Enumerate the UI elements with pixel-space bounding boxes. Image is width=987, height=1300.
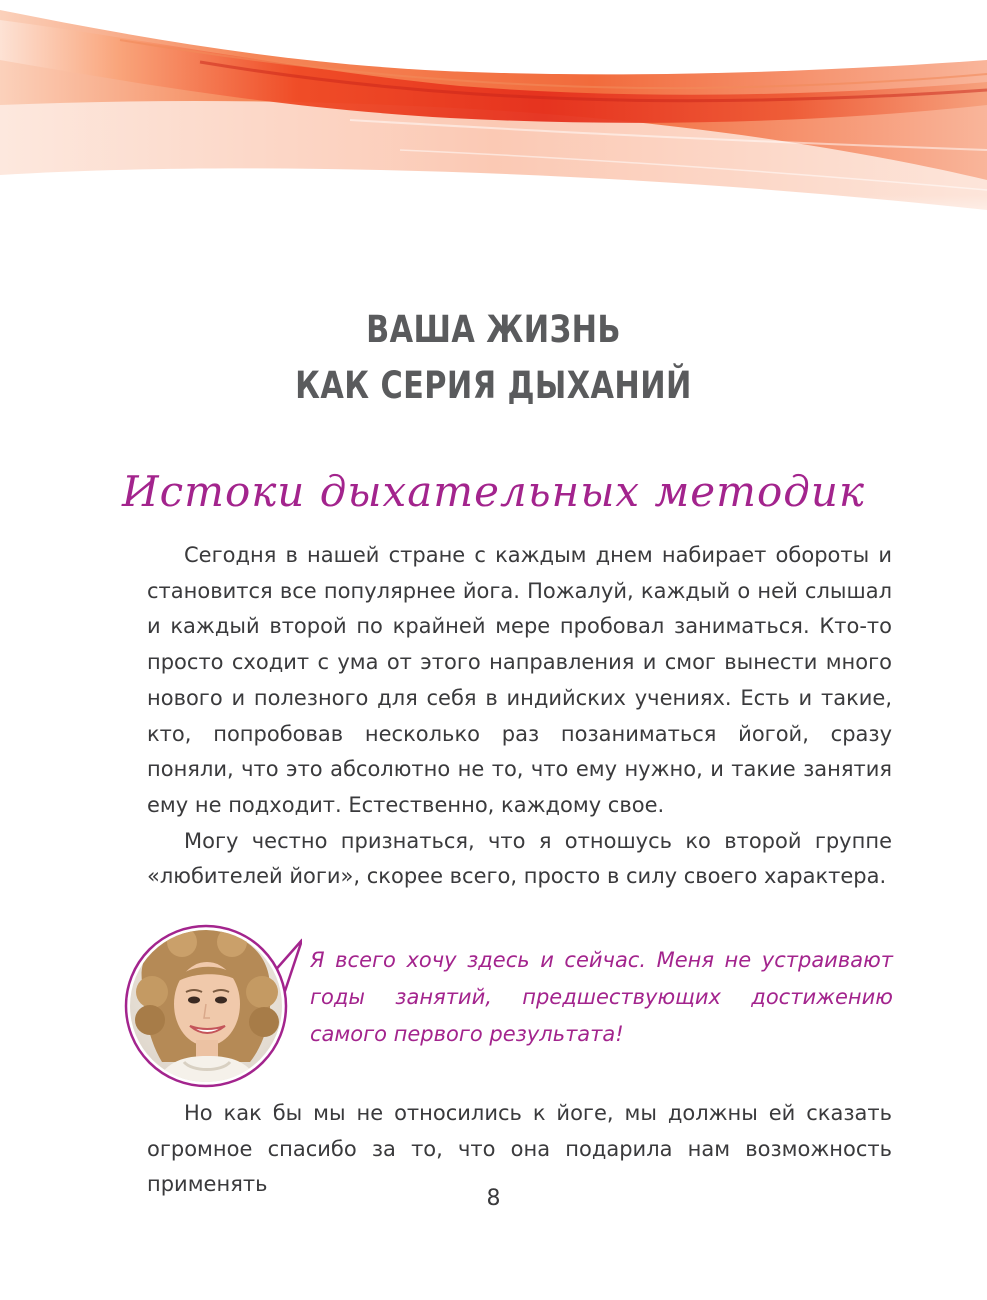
- body-text-top: [147, 538, 892, 895]
- chapter-title: [89, 302, 898, 414]
- quote-text: Я всего хочу здесь и сейчас. Меня не устраивают годы занятий, предшествующих достижению самого первого результата!: [310, 948, 893, 1046]
- page-number: 8: [486, 1186, 501, 1211]
- decorative-banner: [0, 0, 987, 240]
- section-title: Истоки дыхательных методик: [121, 467, 866, 516]
- paragraph-1: Сегодня в нашей стране с каждым днем набирает обороты и становится все популярнее йога. Пожалуй, каждый о ней слышал и каждый второй по крайней мере пробовал заниматься. Кто-то просто сходит с ума от этого направления и смог вынести много нового и полезного для себя в индийских учениях. Есть и такие, кто, попробовав несколько раз позаниматься йогой, сразу поняли, что это абсолютно не то, что ему нужно, и такие занятия ему не подходит. Естественно, каждому свое.: [147, 543, 892, 817]
- paragraph-2: Могу честно признаться, что я отношусь ко второй группе «любителей йоги», скорее всего, просто в силу своего характера.: [147, 828, 892, 889]
- chapter-title-line2: КАК СЕРИЯ ДЫХАНИЙ: [295, 364, 692, 407]
- paragraph-3: Но как бы мы не относились к йоге, мы должны ей сказать огромное спасибо за то, что она подарила нам возможность применять: [147, 1101, 892, 1197]
- author-avatar: [122, 922, 302, 1092]
- quote-callout: [122, 922, 902, 1092]
- chapter-title-line1: ВАША ЖИЗНЬ: [366, 308, 621, 351]
